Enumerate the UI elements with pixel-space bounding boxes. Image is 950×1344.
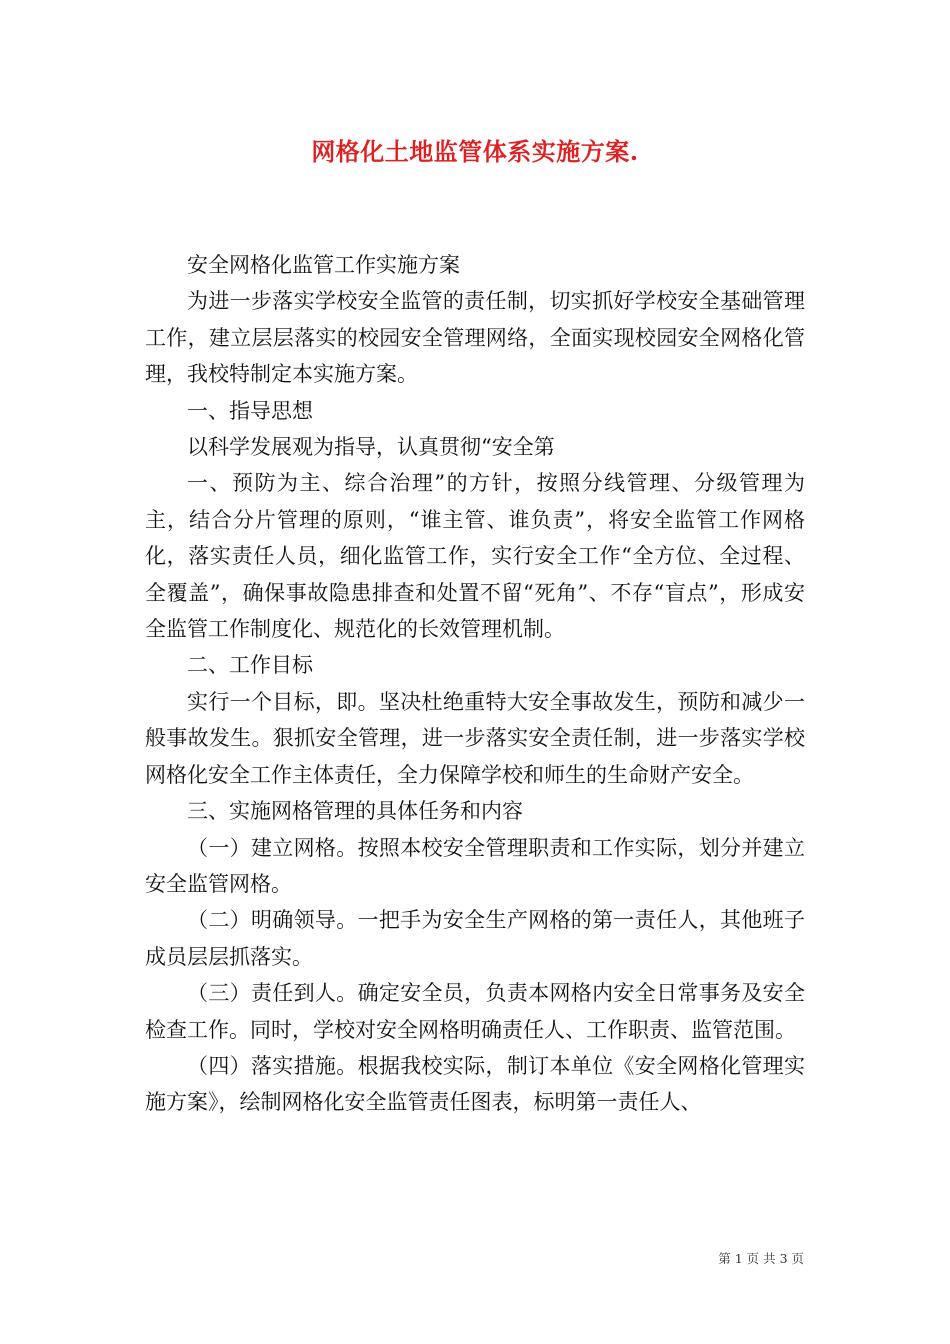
paragraph: 以科学发展观为指导，认真贯彻“安全第: [187, 435, 555, 460]
paragraph: 为进一步落实学校安全监管的责任制，切实抓好学校安全基础管理工作，建立层层落实的校园安全管理网络，全面实现校园安全网格化管理，我校特制定本实施方案。: [145, 289, 805, 387]
paragraph: （四）落实措施。根据我校实际，制订本单位《安全网格化管理实施方案》，绘制网格化安全监管责任图表，标明第一责任人、: [145, 1053, 805, 1115]
paragraph: 实行一个目标，即。坚决杜绝重特大安全事故发生，预防和减少一般事故发生。狠抓安全管理，进一步落实安全责任制，进一步落实学校网格化安全工作主体责任，全力保障学校和师生的生命财产安全。: [145, 689, 805, 787]
paragraph: （二）明确领导。一把手为安全生产网格的第一责任人，其他班子成员层层抓落实。: [145, 908, 805, 969]
paragraph: 一、预防为主、综合治理”的方针，按照分线管理、分级管理为主，结合分片管理的原则，“谁主管、谁负责”，将安全监管工作网格化，落实责任人员，细化监管工作，实行安全工作“全方位、全过程、全覆盖”，确保事故隐患排查和处置不留“死角”、不存“盲点”，形成安全监管工作制度化、规范化的长效管理机制。: [145, 471, 805, 642]
paragraph: （三）责任到人。确定安全员，负责本网格内安全日常事务及安全检查工作。同时，学校对安全网格明确责任人、工作职责、监管范围。: [145, 981, 805, 1042]
section-heading: 三、实施网格管理的具体任务和内容: [187, 799, 523, 824]
page-number: 第 1 页 共 3 页: [718, 1251, 804, 1266]
section-heading: 二、工作目标: [187, 653, 313, 678]
page-title: 网格化土地监管体系实施方案.: [311, 137, 639, 166]
section-heading: 一、指导思想: [187, 398, 313, 423]
paragraph: 安全网格化监管工作实施方案: [187, 253, 460, 277]
document-body: [145, 247, 805, 1121]
paragraph: （一）建立网格。按照本校安全管理职责和工作实际，划分并建立安全监管网格。: [145, 835, 805, 896]
